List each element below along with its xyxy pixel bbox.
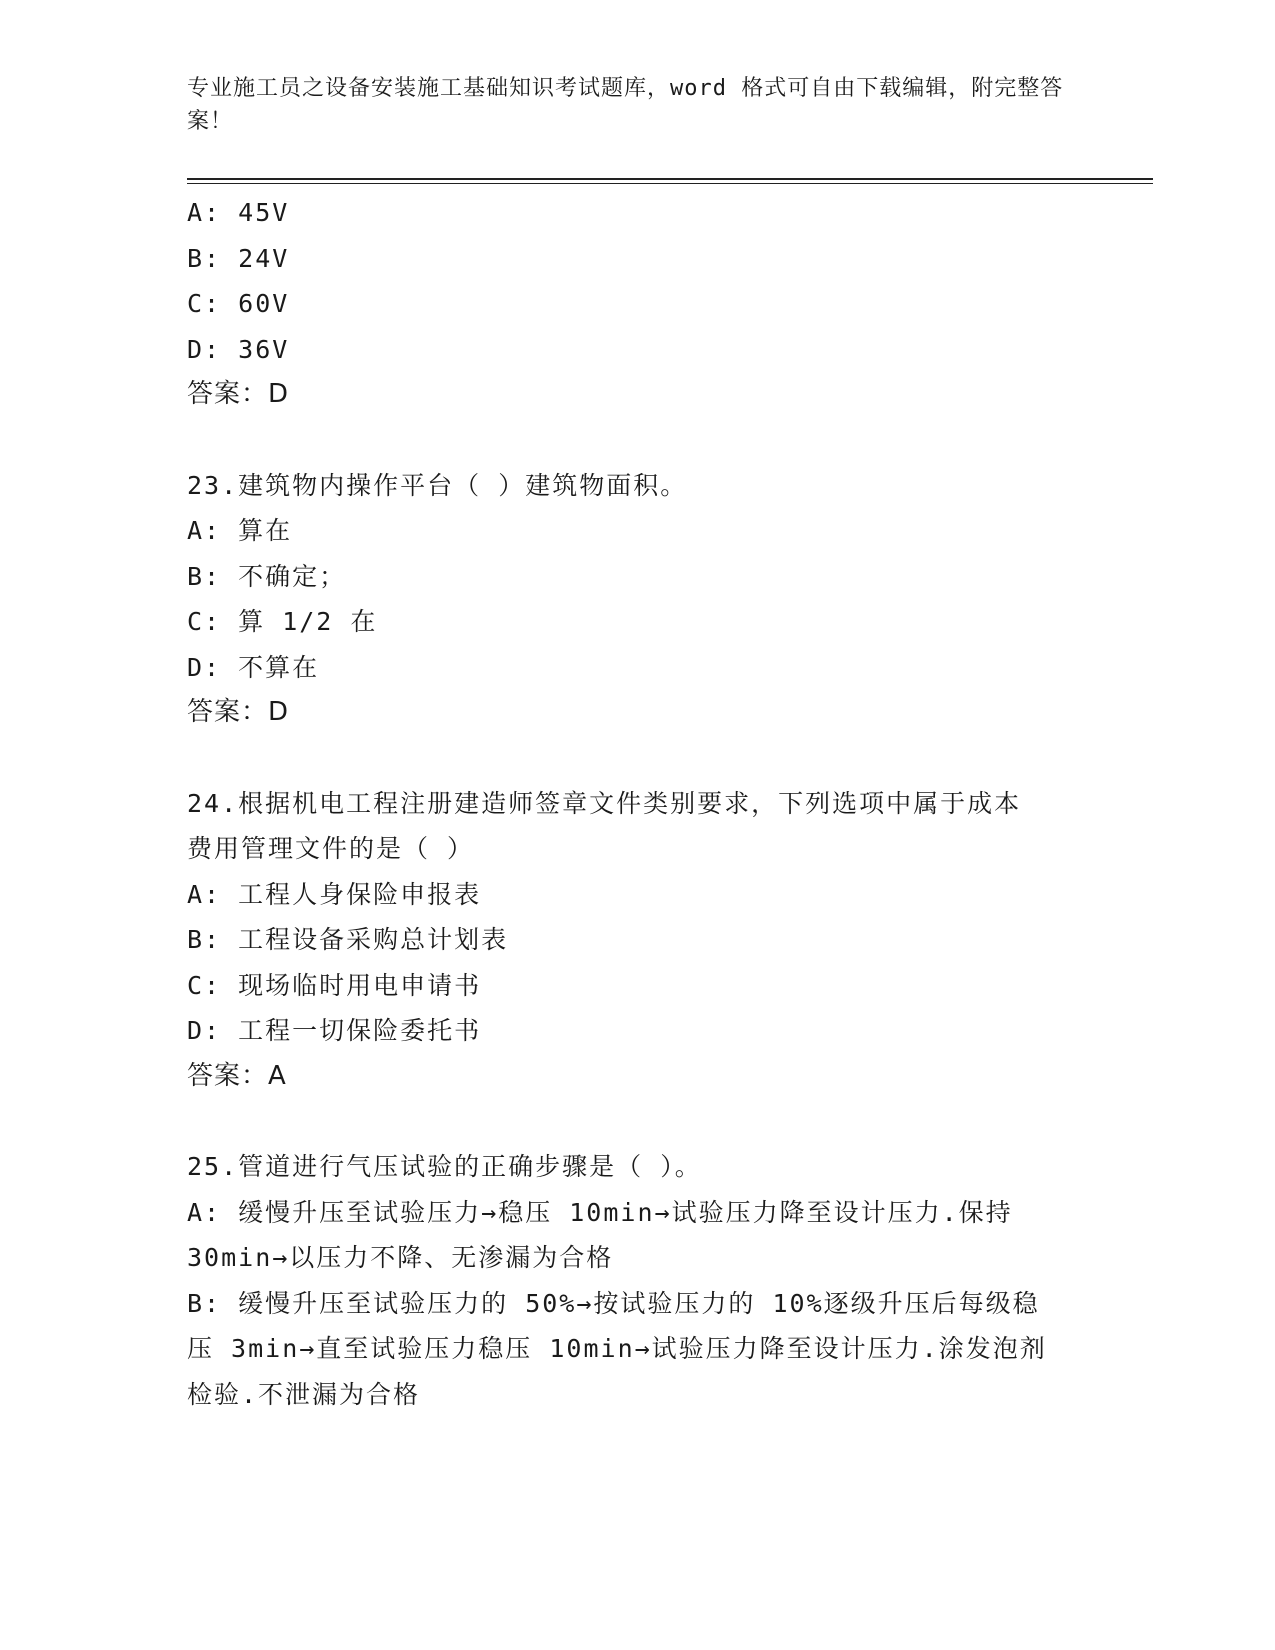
- question-23: 23.建筑物内操作平台（ ）建筑物面积。: [187, 470, 688, 500]
- header-divider-thick: [187, 178, 1153, 180]
- q23-answer: 答案：D: [187, 697, 290, 727]
- q23-option-a: A: 算在: [187, 516, 293, 545]
- q23-option-d: D: 不算在: [187, 652, 320, 682]
- question-24-line2: 费用管理文件的是（ ）: [187, 834, 475, 863]
- spacer: [187, 418, 1087, 463]
- q25-option-a-line1: A: 缓慢升压至试验压力→稳压 10min→试验压力降至设计压力.保持: [187, 1197, 1013, 1227]
- spacer: [187, 736, 1087, 781]
- q25-option-a-line2: 30min→以压力不降、无渗漏为合格: [187, 1243, 614, 1272]
- question-25: 25.管道进行气压试验的正确步骤是（ ）。: [187, 1152, 702, 1181]
- q25-option-b-line2: 压 3min→直至试验压力稳压 10min→试验压力降至设计压力.涂发泡剂: [187, 1334, 1047, 1363]
- q24-option-d: D: 工程一切保险委托书: [187, 1016, 482, 1045]
- answer: 答案：D: [187, 379, 290, 409]
- spacer: [187, 1099, 1087, 1144]
- q24-answer: 答案：A: [187, 1060, 287, 1091]
- q25-option-b-line3: 检验.不泄漏为合格: [187, 1379, 421, 1409]
- q25-option-b-line1: B: 缓慢升压至试验压力的 50%→按试验压力的 10%逐级升压后每级稳: [187, 1288, 1040, 1318]
- question-body: [187, 190, 1087, 1417]
- option-d: D: 36V: [187, 334, 290, 364]
- q24-option-a: A: 工程人身保险申报表: [187, 879, 482, 909]
- q24-option-c: C: 现场临时用电申请书: [187, 970, 482, 1000]
- option-c: C: 60V: [187, 289, 290, 318]
- document-header: 专业施工员之设备安装施工基础知识考试题库，word 格式可自由下载编辑，附完整答案！: [187, 76, 1064, 134]
- question-24-line1: 24.根据机电工程注册建造师签章文件类别要求，下列选项中属于成本: [187, 788, 1022, 818]
- q23-option-c: C: 算 1/2 在: [187, 607, 378, 636]
- q24-option-b: B: 工程设备采购总计划表: [187, 925, 509, 954]
- q23-option-b: B: 不确定；: [187, 561, 347, 591]
- option-a: A: 45V: [187, 198, 290, 227]
- option-b: B: 24V: [187, 243, 290, 273]
- header-divider-thin: [187, 183, 1153, 184]
